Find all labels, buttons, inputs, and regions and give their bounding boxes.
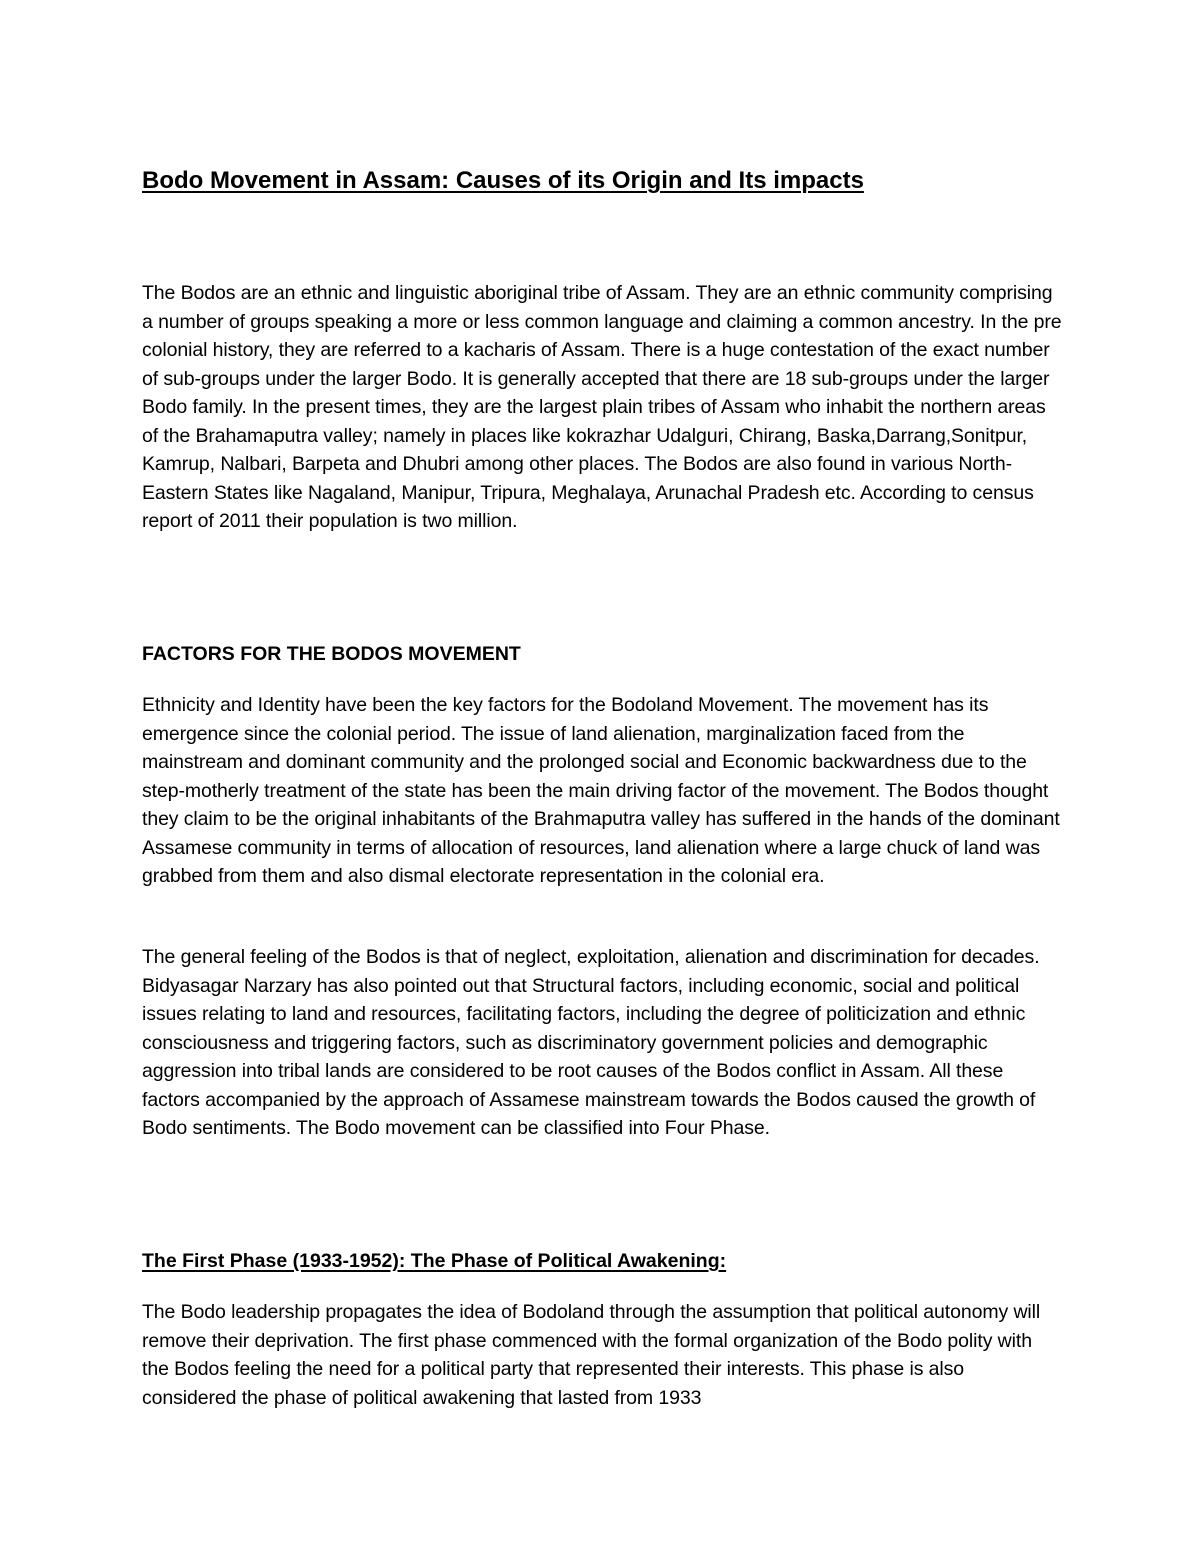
intro-paragraph: The Bodos are an ethnic and linguistic aboriginal tribe of Assam. They are an ethnic community comprising a number of groups speaking a more or less common language and claiming a common ancestry. In the pre colonial history, they are referred to a kacharis of Assam. There is a huge contestation of the exact number of sub-groups under the larger Bodo. It is generally accepted that there are 18 sub-groups under the larger Bodo family. In the present times, they are the largest plain tribes of Assam who inhabit the northern areas of the Brahamaputra valley; namely in places like kokrazhar Udalguri, Chirang, Baska,Darrang,Sonitpur, Kamrup, Nalbari, Barpeta and Dhubri among other places. The Bodos are also found in various North-Eastern States like Nagaland, Manipur, Tripura, Meghalaya, Arunachal Pradesh etc. According to census report of 2011 their population is two million.	[142, 282, 1062, 532]
document-title: Bodo Movement in Assam: Causes of its Origin and Its impacts	[142, 167, 864, 194]
first-phase-paragraph: The Bodo leadership propagates the idea of Bodoland through the assumption that political autonomy will remove their deprivation. The first phase commenced with the formal organization of the Bodo polity with the Bodos feeling the need for a political party that represented their interests. This phase is also considered the phase of political awakening that lasted from 1933	[142, 1301, 1041, 1409]
factors-paragraph-1: Ethnicity and Identity have been the key factors for the Bodoland Movement. The movement has its emergence since the colonial period. The issue of land alienation, marginalization faced from the mainstream and dominant community and the prolonged social and Economic backwardness due to the step-motherly treatment of the state has been the main driving factor of the movement. The Bodos thought they claim to be the original inhabitants of the Brahmaputra valley has suffered in the hands of the dominant Assamese community in terms of allocation of resources, land alienation where a large chuck of land was grabbed from them and also dismal electorate representation in the colonial era.	[142, 694, 1060, 887]
factors-paragraph-2: The general feeling of the Bodos is that of neglect, exploitation, alienation and discrimination for decades. Bidyasagar Narzary has also pointed out that Structural factors, including economic, social and political issues relating to land and resources, facilitating factors, including the degree of politicization and ethnic consciousness and triggering factors, such as discriminatory government policies and demographic aggression into tribal lands are considered to be root causes of the Bodos conflict in Assam. All these factors accompanied by the approach of Assamese mainstream towards the Bodos caused the growth of Bodo sentiments. The Bodo movement can be classified into Four Phase.	[142, 946, 1040, 1139]
first-phase-heading: The First Phase (1933-1952): The Phase of Political Awakening:	[142, 1250, 727, 1272]
factors-heading: FACTORS FOR THE BODOS MOVEMENT	[142, 643, 521, 665]
